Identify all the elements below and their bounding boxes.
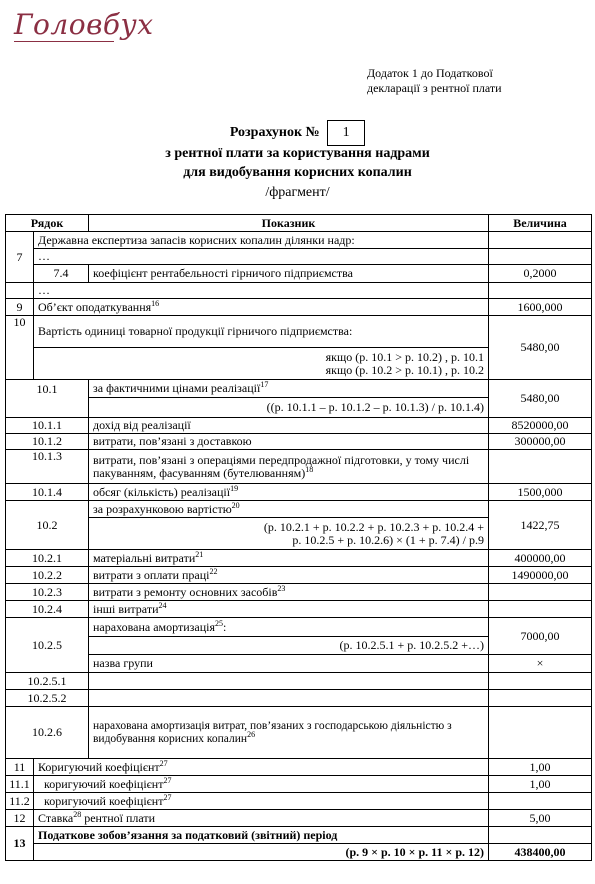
row-value bbox=[489, 707, 592, 759]
table-row bbox=[6, 584, 592, 601]
header-value: Величина bbox=[489, 215, 592, 232]
row-label: інші витрати bbox=[93, 601, 159, 616]
table-row bbox=[6, 673, 592, 690]
row-value: 0,2000 bbox=[489, 265, 592, 283]
row-number: 7 bbox=[6, 232, 34, 283]
row-text: Податкове зобов’язання за податковий (звітний) період bbox=[34, 827, 489, 844]
footnote-ref: 18 bbox=[305, 464, 314, 474]
appendix-line-1: Додаток 1 до Податкової bbox=[367, 66, 493, 80]
table-row bbox=[6, 844, 592, 861]
row-number: 10.1.4 bbox=[6, 484, 89, 501]
row-text: Вартість одиниці товарної продукції гірничого підприємства: bbox=[34, 316, 489, 348]
row-text bbox=[34, 776, 489, 793]
row-text bbox=[89, 707, 489, 759]
row-label: нарахована амортизація витрат, пов’язаних з господарською діяльністю з видобування корисних копалин bbox=[93, 719, 452, 745]
row-text bbox=[34, 759, 489, 776]
row-number: 10 bbox=[6, 316, 34, 380]
footnote-ref: 25 bbox=[214, 618, 223, 628]
row-text bbox=[89, 690, 489, 707]
header-row: Рядок bbox=[6, 215, 89, 232]
row-number: 10.2.4 bbox=[6, 601, 89, 618]
row-text bbox=[89, 673, 489, 690]
logo: Головбух bbox=[14, 8, 154, 41]
row-number bbox=[6, 283, 34, 299]
row-number: 10.2.2 bbox=[6, 567, 89, 584]
row-value: 1600,000 bbox=[489, 299, 592, 316]
footnote-ref: 21 bbox=[195, 549, 204, 559]
row-number: 10.1.2 bbox=[6, 434, 89, 450]
table-row bbox=[6, 299, 592, 316]
title-text: Розрахунок № bbox=[229, 125, 320, 141]
row-value bbox=[489, 827, 592, 844]
calculation-table bbox=[5, 214, 592, 861]
table-row bbox=[6, 567, 592, 584]
row-label: за розрахунковою вартістю bbox=[93, 501, 232, 516]
table-row bbox=[6, 418, 592, 434]
row-number: 11 bbox=[6, 759, 34, 776]
row-formula bbox=[34, 348, 489, 380]
footnote-ref: 27 bbox=[159, 758, 168, 768]
footnote-ref: 19 bbox=[230, 483, 239, 493]
row-formula: (р. 10.2.5.1 + р. 10.2.5.2 +…) bbox=[89, 637, 489, 655]
row-text bbox=[89, 380, 489, 398]
row-label: нарахована амортизація bbox=[93, 619, 215, 634]
document-title bbox=[0, 120, 595, 146]
row-label: обсяг (кількість) реалізації bbox=[93, 484, 231, 499]
footnote-ref: 26 bbox=[247, 729, 256, 739]
row-text bbox=[89, 484, 489, 501]
row-label: за фактичними цінами реалізації bbox=[93, 381, 261, 395]
subtitle-line-1: з рентної плати за користування надрами bbox=[165, 146, 430, 161]
row-label: Ставка bbox=[38, 810, 74, 825]
calculation-number-box: 1 bbox=[327, 120, 365, 146]
row-value: 300000,00 bbox=[489, 434, 592, 450]
row-formula: ((р. 10.1.1 – р. 10.1.2 – р. 10.1.3) / р. 10.1.4) bbox=[89, 398, 489, 418]
row-text: … bbox=[34, 249, 489, 265]
row-label: матеріальні витрати bbox=[93, 550, 196, 565]
row-number: 10.1.3 bbox=[6, 450, 89, 484]
row-text: витрати, пов’язані з доставкою bbox=[89, 434, 489, 450]
appendix-note bbox=[367, 66, 502, 96]
table-row bbox=[6, 690, 592, 707]
row-number: 7.4 bbox=[34, 265, 89, 283]
row-number: 10.2 bbox=[6, 501, 89, 550]
table-row bbox=[6, 380, 592, 398]
row-value bbox=[489, 283, 592, 299]
table-row bbox=[6, 249, 592, 265]
table-row bbox=[6, 316, 592, 348]
row-text: … bbox=[34, 283, 489, 299]
row-label: Коригуючий коефіцієнт bbox=[38, 759, 160, 774]
row-value bbox=[489, 690, 592, 707]
table-row bbox=[6, 501, 592, 518]
row-text bbox=[89, 601, 489, 618]
row-label: коригуючий коефіцієнт bbox=[44, 776, 164, 791]
row-formula: (р. 9 × р. 10 × р. 11 × р. 12) bbox=[34, 844, 489, 861]
table-row bbox=[6, 827, 592, 844]
row-value: 438400,00 bbox=[489, 844, 592, 861]
row-text bbox=[89, 550, 489, 567]
formula-line: (р. 10.2.1 + р. 10.2.2 + р. 10.2.3 + р. 10.2.4 + bbox=[263, 519, 484, 534]
row-text bbox=[34, 810, 489, 827]
row-value: 5480,00 bbox=[489, 380, 592, 418]
row-text bbox=[34, 299, 489, 316]
row-label: витрати з оплати праці bbox=[93, 567, 210, 582]
table-row bbox=[6, 550, 592, 567]
logo-underline bbox=[14, 41, 114, 42]
row-value: × bbox=[489, 655, 592, 673]
formula-line: р. 10.2.5 + р. 10.2.6) × (1 + р. 7.4) / р.9 bbox=[292, 532, 484, 547]
row-text: дохід від реалізації bbox=[89, 418, 489, 434]
formula-line: якщо (р. 10.2 > р. 10.1) , р. 10.2 bbox=[325, 362, 484, 377]
row-value bbox=[489, 450, 592, 484]
table-row bbox=[6, 655, 592, 673]
row-number: 11.1 bbox=[6, 776, 34, 793]
footnote-ref: 20 bbox=[231, 500, 240, 510]
row-text bbox=[89, 618, 489, 637]
header-indicator: Показник bbox=[89, 215, 489, 232]
table-header bbox=[6, 215, 592, 232]
row-value: 8520000,00 bbox=[489, 418, 592, 434]
row-number: 10.2.3 bbox=[6, 584, 89, 601]
row-text: Державна експертиза запасів корисних копалин ділянки надр: bbox=[34, 232, 489, 249]
table-row bbox=[6, 232, 592, 249]
row-formula bbox=[89, 518, 489, 550]
row-number: 10.2.1 bbox=[6, 550, 89, 567]
fragment-label: /фрагмент/ bbox=[265, 185, 330, 200]
row-number: 10.2.6 bbox=[6, 707, 89, 759]
row-value: 400000,00 bbox=[489, 550, 592, 567]
row-number: 13 bbox=[6, 827, 34, 861]
row-value bbox=[489, 793, 592, 810]
row-label: витрати з ремонту основних засобів bbox=[93, 584, 278, 599]
table-row bbox=[6, 618, 592, 637]
row-text: назва групи bbox=[89, 655, 489, 673]
row-value: 1422,75 bbox=[489, 501, 592, 550]
row-text bbox=[89, 584, 489, 601]
row-label: рентної плати bbox=[81, 810, 156, 825]
row-label: Об’єкт оподаткування bbox=[38, 299, 152, 314]
row-number: 10.2.5.1 bbox=[6, 673, 89, 690]
table-row bbox=[6, 283, 592, 299]
row-value: 1490000,00 bbox=[489, 567, 592, 584]
table-row bbox=[6, 707, 592, 759]
table-row bbox=[6, 810, 592, 827]
subtitle-line-2: для видобування корисних копалин bbox=[183, 165, 412, 180]
row-label: коригуючий коефіцієнт bbox=[44, 793, 164, 808]
row-text bbox=[34, 793, 489, 810]
table-row bbox=[6, 793, 592, 810]
row-number: 10.2.5.2 bbox=[6, 690, 89, 707]
row-number: 10.1 bbox=[6, 380, 89, 418]
row-label: витрати, пов’язані з операціями передпродажної підготовки, у тому числі пакуванням, фасуванням (бутелюванням) bbox=[93, 452, 470, 480]
formula-line: якщо (р. 10.1 > р. 10.2) , р. 10.1 bbox=[325, 349, 484, 364]
footnote-ref: 17 bbox=[260, 380, 269, 389]
row-value bbox=[489, 232, 592, 249]
row-value bbox=[489, 249, 592, 265]
row-number: 9 bbox=[6, 299, 34, 316]
row-value bbox=[489, 673, 592, 690]
row-text bbox=[89, 450, 489, 484]
footnote-ref: 22 bbox=[209, 566, 218, 576]
row-number: 10.1.1 bbox=[6, 418, 89, 434]
row-value: 7000,00 bbox=[489, 618, 592, 655]
row-text: коефіцієнт рентабельності гірничого підприємства bbox=[89, 265, 489, 283]
table-row bbox=[6, 434, 592, 450]
row-value bbox=[489, 601, 592, 618]
table-row bbox=[6, 776, 592, 793]
row-value: 1,00 bbox=[489, 759, 592, 776]
table-row bbox=[6, 601, 592, 618]
row-value: 1500,000 bbox=[489, 484, 592, 501]
row-number: 12 bbox=[6, 810, 34, 827]
footnote-ref: 24 bbox=[158, 600, 167, 610]
footnote-ref: 23 bbox=[277, 583, 286, 593]
row-text bbox=[89, 567, 489, 584]
footnote-ref: 27 bbox=[163, 792, 172, 802]
footnote-ref: 28 bbox=[73, 809, 82, 819]
row-value: 5,00 bbox=[489, 810, 592, 827]
row-text bbox=[89, 501, 489, 518]
footnote-ref: 27 bbox=[163, 775, 172, 785]
table-row bbox=[6, 450, 592, 484]
row-value bbox=[489, 584, 592, 601]
table-row bbox=[6, 759, 592, 776]
colon: : bbox=[222, 619, 227, 634]
row-number: 11.2 bbox=[6, 793, 34, 810]
footnote-ref: 16 bbox=[151, 298, 160, 308]
appendix-line-2: декларації з рентної плати bbox=[367, 81, 502, 95]
table-row bbox=[6, 265, 592, 283]
row-number: 10.2.5 bbox=[6, 618, 89, 673]
row-value: 5480,00 bbox=[489, 316, 592, 380]
row-value: 1,00 bbox=[489, 776, 592, 793]
table-row bbox=[6, 484, 592, 501]
